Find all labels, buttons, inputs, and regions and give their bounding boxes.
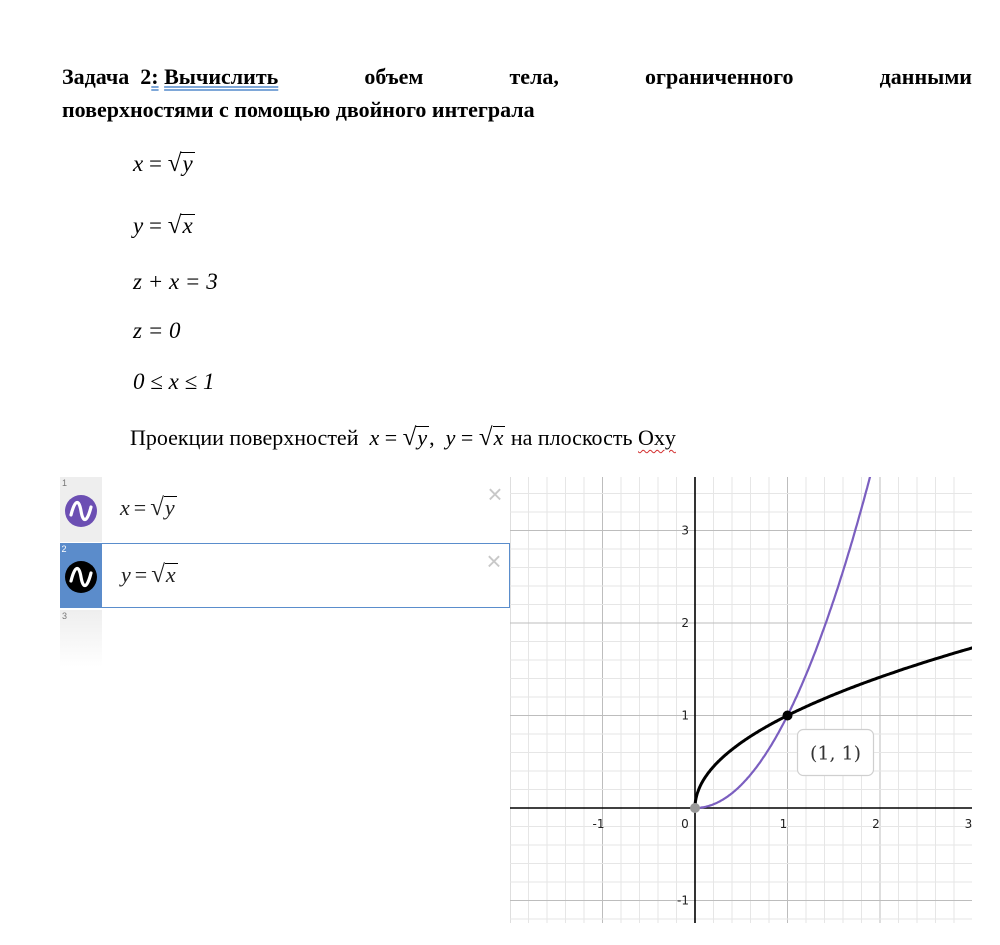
delete-expression-2-close-icon[interactable]: ×: [486, 546, 502, 576]
intersection-point[interactable]: [783, 711, 793, 721]
equation-4: z = 0: [133, 318, 181, 343]
y-tick-label: 1: [681, 708, 689, 723]
task-heading-line2: поверхностями с помощью двойного интеграла: [62, 97, 535, 122]
task-heading: [62, 60, 972, 126]
x-tick-label: 1: [779, 817, 788, 831]
task-word-4: данными: [879, 64, 972, 89]
x-tick-label: 3: [964, 817, 972, 831]
intersection-point[interactable]: [690, 803, 700, 813]
wave-icon[interactable]: [65, 495, 97, 527]
expression-row-1[interactable]: [60, 477, 510, 542]
equation-1: x = √y: [133, 150, 193, 177]
equation-5: 0 ≤ x ≤ 1: [133, 369, 215, 394]
x-tick-label: 2: [872, 817, 880, 831]
task-number: 2: [140, 64, 152, 89]
x-tick-label: -1: [592, 817, 605, 831]
task-colon: :: [151, 64, 159, 89]
series-y-eq-sqrt-x[interactable]: [695, 648, 972, 808]
delete-expression-1-close-icon[interactable]: ×: [487, 479, 503, 509]
expression-list: [60, 477, 510, 667]
x-tick-label: 0: [681, 817, 689, 831]
wave-icon[interactable]: [65, 561, 97, 593]
expression-input-1[interactable]: x = √y: [120, 494, 175, 521]
y-tick-label: 3: [681, 523, 689, 538]
expression-gutter-2[interactable]: 2: [60, 543, 102, 608]
expression-gutter-1[interactable]: 1: [60, 477, 102, 542]
equation-2: y = √x: [133, 212, 193, 239]
expression-row-2[interactable]: [60, 543, 510, 608]
graph-canvas[interactable]: [510, 477, 972, 923]
task-word-2: тела,: [509, 64, 559, 89]
task-word-1: объем: [364, 64, 424, 89]
task-compute-word: Вычислить: [164, 64, 279, 89]
expression-input-2[interactable]: y = √x: [121, 561, 176, 588]
task-word-3: ограниченного: [645, 64, 794, 89]
equation-2-radicand: x: [182, 213, 193, 238]
expression-row-3[interactable]: 3: [60, 610, 102, 667]
y-tick-label: -1: [677, 893, 689, 908]
task-heading-line1: [62, 60, 972, 93]
y-tick-label: 2: [681, 616, 689, 630]
task-label: Задача: [62, 64, 130, 89]
equation-3: z + x = 3: [133, 269, 218, 294]
projection-sentence: Проекции поверхностей x = √y, y = √x на плоскость Oxy: [130, 424, 676, 451]
equation-1-radicand: y: [182, 151, 193, 176]
graph-area[interactable]: [510, 477, 972, 923]
point-label: (1, 1): [809, 742, 862, 765]
plane-name: Oxy: [637, 425, 676, 450]
